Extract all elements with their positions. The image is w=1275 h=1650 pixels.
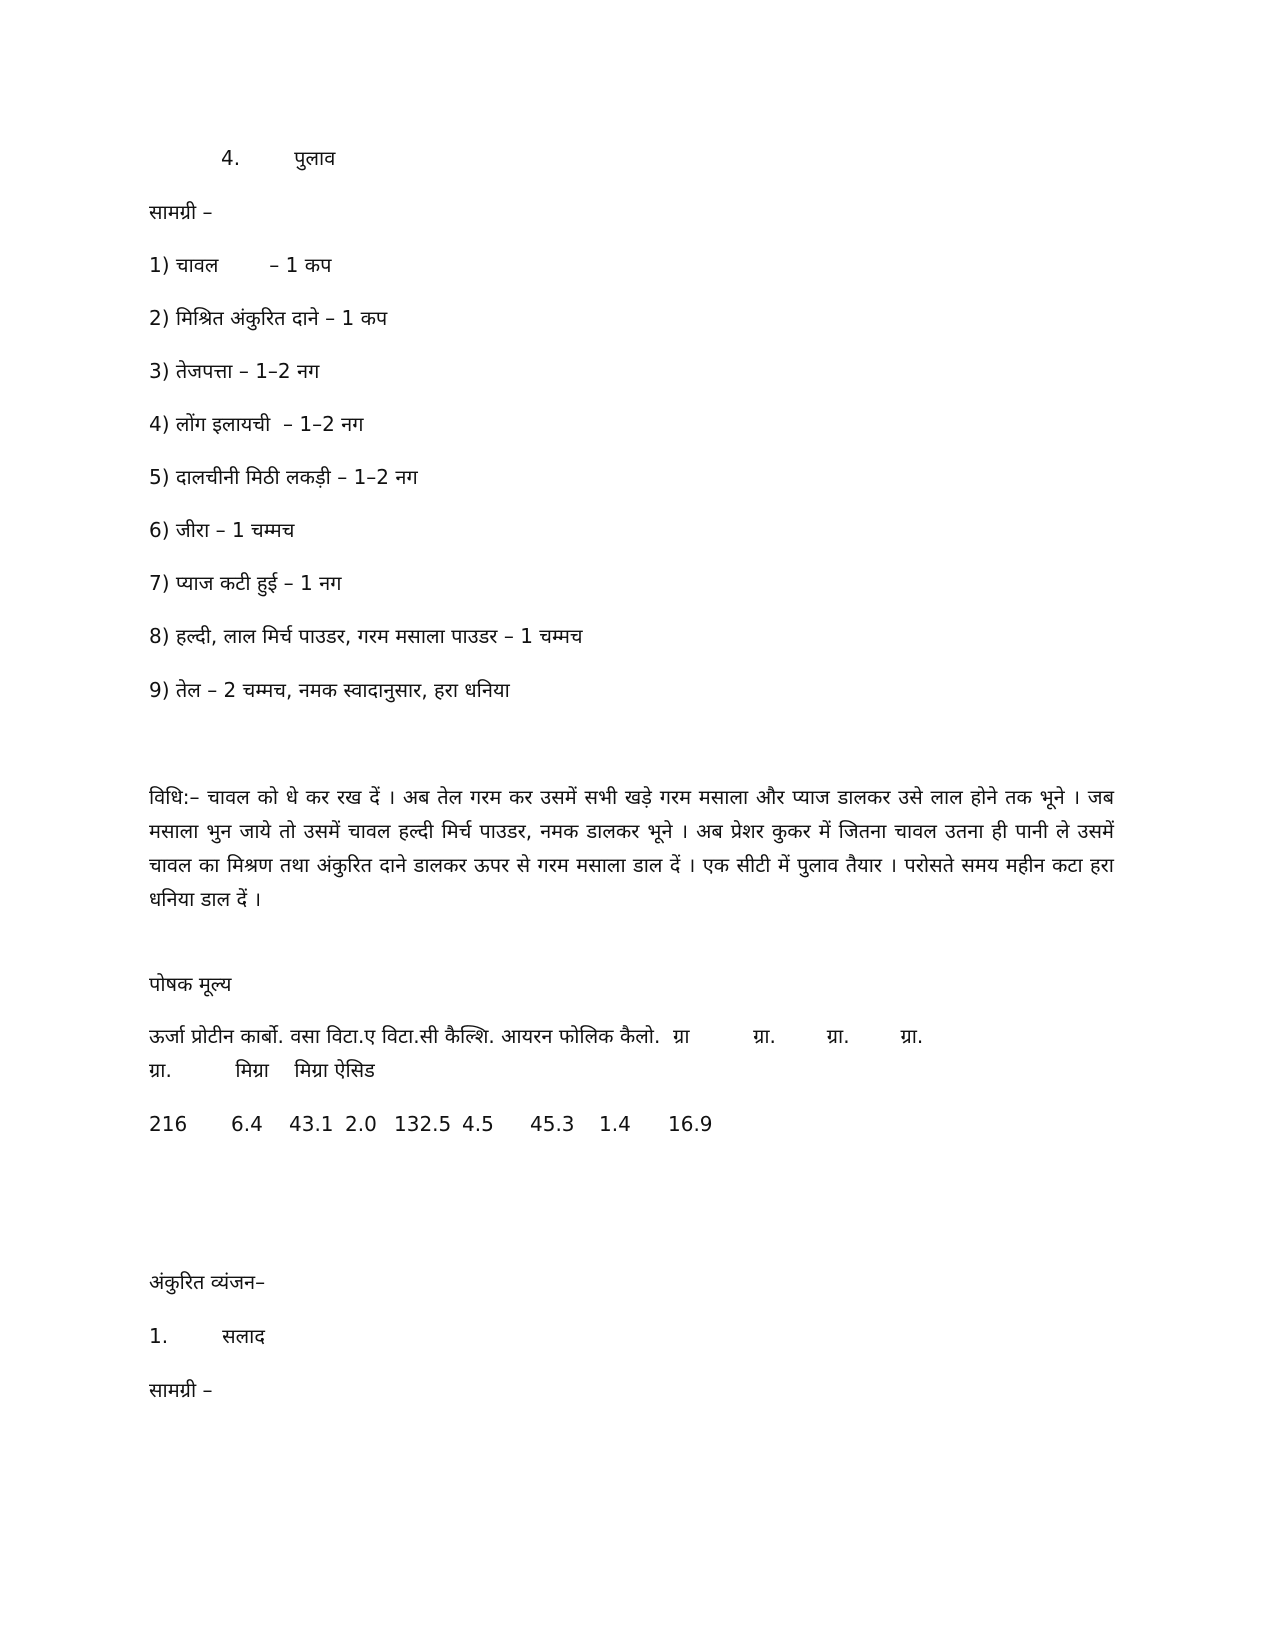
nutrition-header-line-2: ग्रा. मिग्रा मिग्रा ऐसिड	[149, 1058, 375, 1082]
nutrition-value-vitamin-c: 4.5	[462, 1112, 494, 1136]
ingredient-item: 5) दालचीनी मिठी लकड़ी – 1–2 नग	[149, 465, 418, 489]
next-recipe-number: 1.	[149, 1324, 169, 1348]
recipe-heading	[149, 144, 335, 172]
method-paragraph: विधि:– चावल को धे कर रख दें । अब तेल गरम कर उसमें सभी खड़े गरम मसाला और प्याज डालकर उसे लाल होने तक भूने । जब मसाला भुन जाये तो उसमें चावल हल्दी मिर्च पाउडर, नमक डालकर भूने । अब प्रेशर कुकर में जितना चावल उतना ही पानी ले उसमें चावल का मिश्रण तथा अंकुरित दाने डालकर ऊपर से गरम मसाला डाल दें । एक सीटी में पुलाव तैयार । परोसते समय महीन कटा हरा धनिया डाल दें ।	[149, 785, 1114, 911]
ingredient-item: 6) जीरा – 1 चम्मच	[149, 518, 295, 542]
nutrition-value-vitamin-a: 132.5	[394, 1112, 452, 1136]
ingredient-item: 4) लोंग इलायची – 1–2 नग	[149, 412, 364, 436]
nutrition-value-energy: 216	[149, 1112, 188, 1136]
ingredient-item: 2) मिश्रित अंकुरित दाने – 1 कप	[149, 306, 388, 330]
ingredient-item: 9) तेल – 2 चम्मच, नमक स्वादानुसार, हरा धनिया	[149, 678, 510, 702]
nutrition-value-protein: 6.4	[231, 1112, 263, 1136]
nutrition-value-calcium: 45.3	[530, 1112, 575, 1136]
ingredient-item: 3) तेजपत्ता – 1–2 नग	[149, 359, 320, 383]
nutrition-value-iron: 1.4	[599, 1112, 631, 1136]
next-recipe-title: सलाद	[222, 1324, 265, 1348]
ingredient-item: 8) हल्दी, लाल मिर्च पाउडर, गरम मसाला पाउडर – 1 चम्मच	[149, 624, 583, 648]
nutrition-value-carbs: 43.1	[289, 1112, 334, 1136]
section-heading: अंकुरित व्यंजन–	[149, 1270, 266, 1294]
nutrition-value-fat: 2.0	[345, 1112, 377, 1136]
next-recipe-heading	[149, 1322, 265, 1350]
next-ingredients-heading: सामग्री –	[149, 1378, 213, 1402]
ingredients-heading: सामग्री –	[149, 200, 213, 224]
nutrition-heading: पोषक मूल्य	[149, 972, 232, 996]
nutrition-values-row	[149, 1110, 1114, 1138]
nutrition-header-line-1: ऊर्जा प्रोटीन कार्बो. वसा विटा.ए विटा.सी कैल्शि. आयरन फोलिक कैलो. ग्रा ग्रा. ग्रा. ग्रा.	[149, 1024, 924, 1048]
nutrition-value-folic-acid: 16.9	[668, 1112, 713, 1136]
ingredient-item: 1) चावल – 1 कप	[149, 253, 332, 277]
recipe-title: पुलाव	[294, 146, 336, 170]
ingredient-item: 7) प्याज कटी हुई – 1 नग	[149, 571, 342, 595]
recipe-number: 4.	[221, 146, 241, 170]
